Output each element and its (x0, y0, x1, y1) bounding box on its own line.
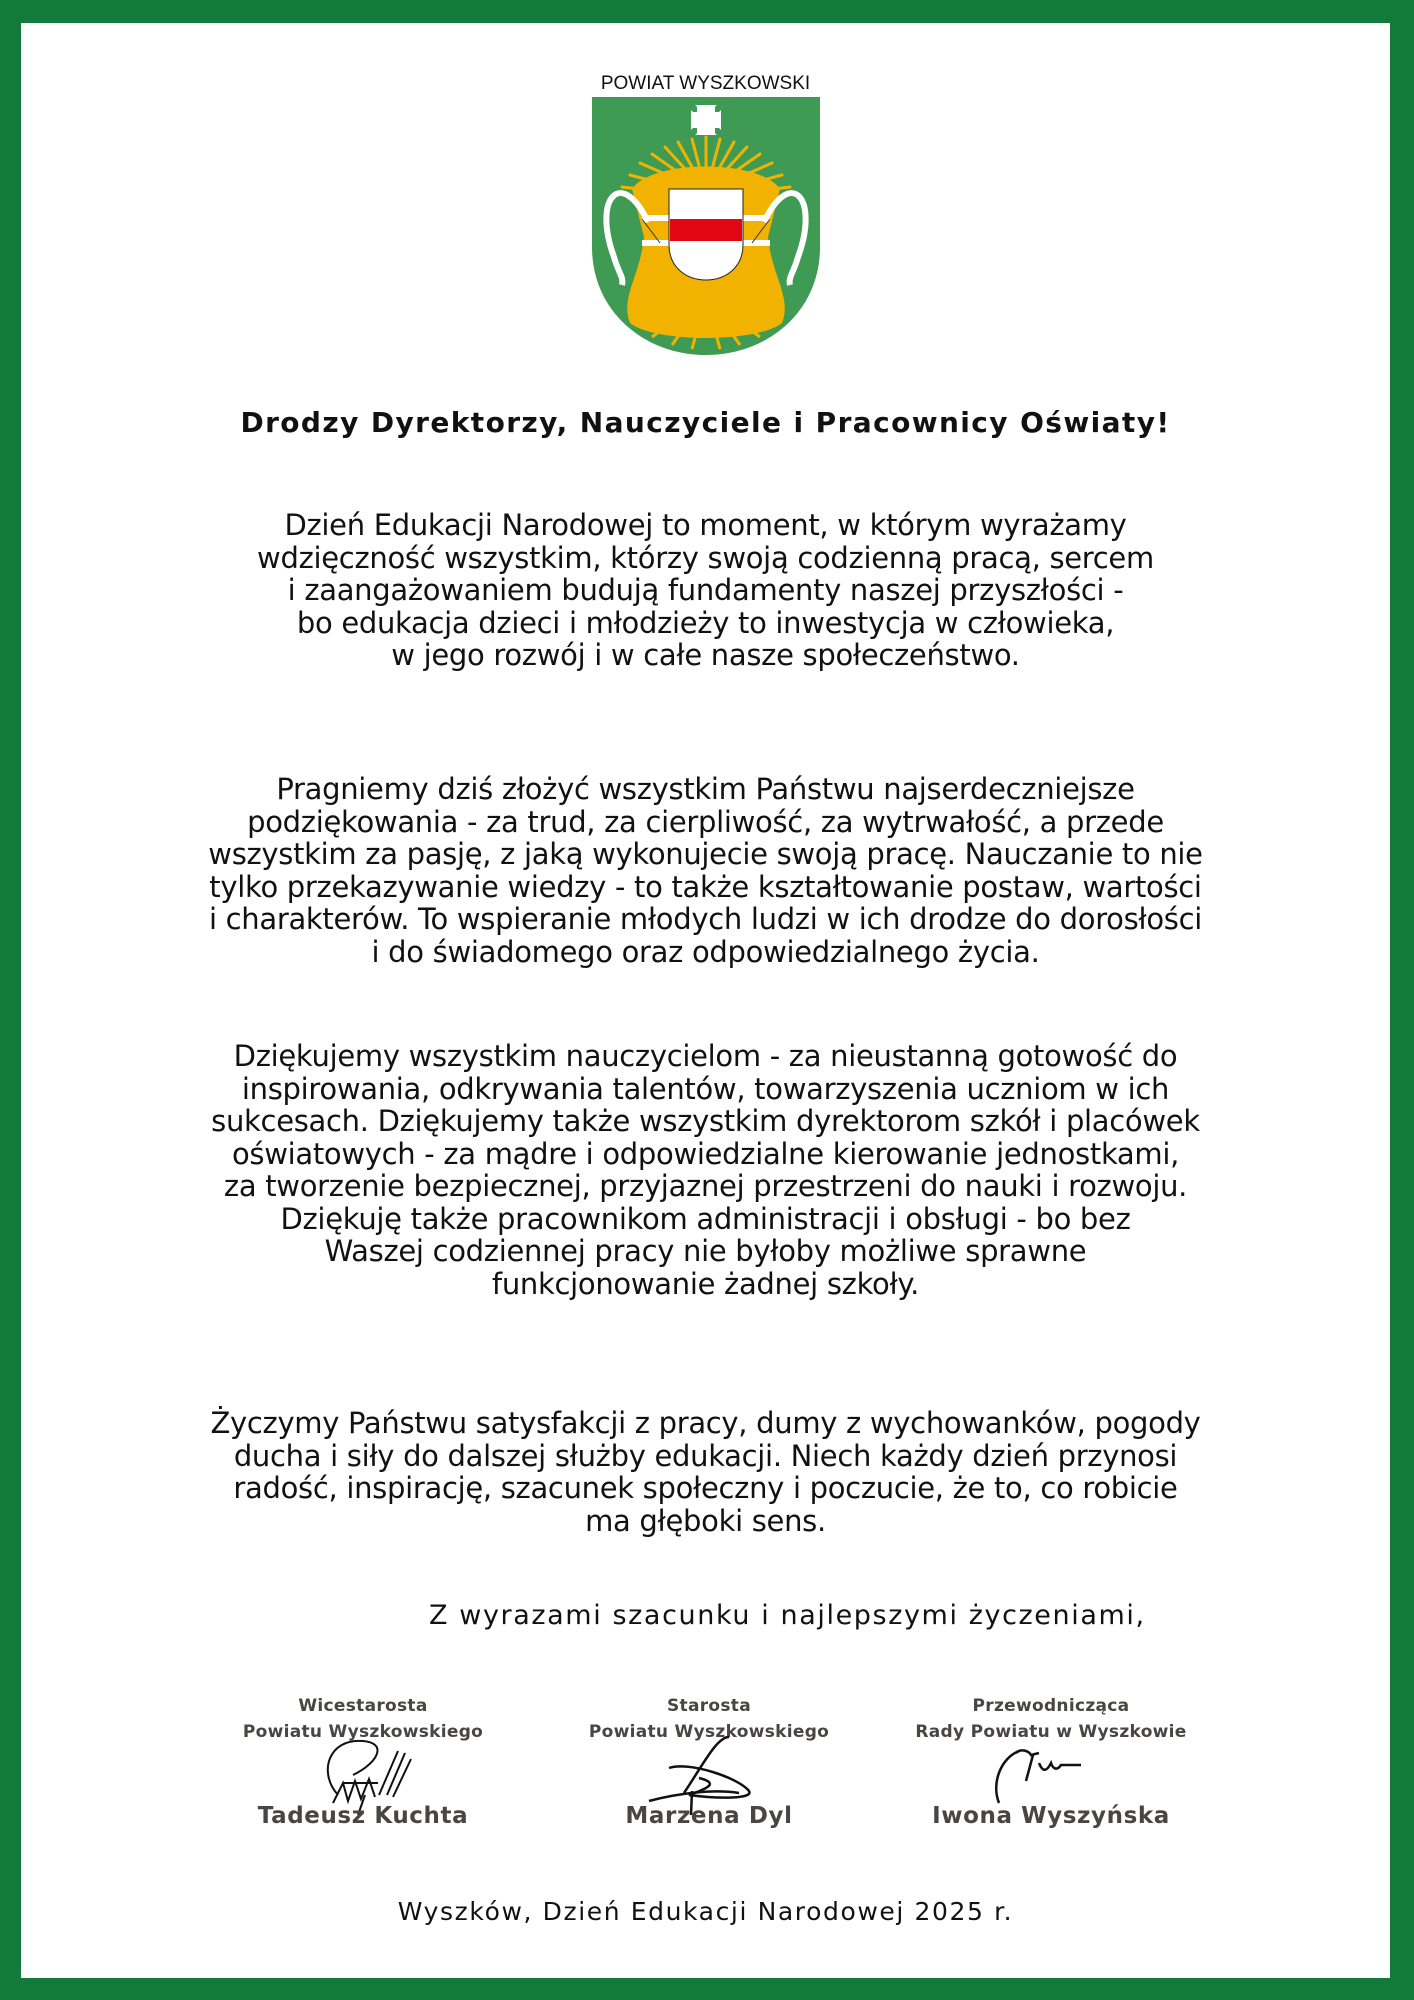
paragraph-1 (81, 509, 1330, 672)
paragraph-line: w jego rozwój i w całe nasze społeczeństwo. (391, 638, 1020, 672)
paragraph-line: wszystkim za pasję, z jaką wykonujecie swoją pracę. Nauczanie to nie (208, 837, 1203, 871)
coat-of-arms-icon (592, 97, 820, 355)
paragraph-line: podziękowania - za trud, za cierpliwość, za wytrwałość, a przede (247, 804, 1164, 839)
signatures-block (21, 1693, 1390, 1843)
paragraph-line: tylko przekazywanie wiedzy - to także kształtowanie postaw, wartości (209, 869, 1202, 904)
signer-role-detail: Powiatu Wyszkowskiego (242, 1722, 484, 1742)
paragraph-line: inspirowania, odkrywania talentów, towarzyszenia uczniom w ich (241, 1071, 1170, 1106)
signer-role: Wicestarosta (298, 1696, 428, 1716)
signer-vice-starost (193, 1693, 533, 1829)
letter-heading: Drodzy Dyrektorzy, Nauczyciele i Pracownicy Oświaty! (240, 406, 1171, 439)
paragraph-line: Życzymy Państwu satysfakcji z pracy, dumy z wychowanków, pogody (210, 1406, 1201, 1440)
signer-name: Tadeusz Kuchta (257, 1803, 469, 1829)
signer-role-detail: Powiatu Wyszkowskiego (588, 1722, 830, 1742)
crest-block (21, 73, 1390, 355)
paragraph-2 (81, 773, 1330, 968)
paragraph-line: wdzięczność wszystkim, którzy swoją codzienną pracą, sercem (257, 540, 1154, 575)
signer-starost (539, 1693, 879, 1829)
paragraph-line: Dziękujemy wszystkim nauczycielom - za nieustanną gotowość do (233, 1039, 1178, 1073)
paragraph-3 (81, 1040, 1330, 1300)
closing-salutation: Z wyrazami szacunku i najlepszymi życzeniami, (429, 1600, 1146, 1631)
signer-name: Iwona Wyszyńska (932, 1803, 1170, 1829)
paragraph-line: Waszej codziennej pracy nie byłoby możliwe sprawne (324, 1234, 1087, 1268)
paragraph-line: funkcjonowanie żadnej szkoły. (491, 1266, 920, 1301)
signer-role: Przewodnicząca (972, 1696, 1130, 1716)
place-and-date: Wyszków, Dzień Edukacji Narodowej 2025 r. (397, 1897, 1014, 1926)
paragraph-line: Pragniemy dziś złożyć wszystkim Państwu najserdeczniejsze (276, 772, 1135, 806)
paragraph-line: radość, inspirację, szacunek społeczny i poczucie, że to, co robicie (233, 1471, 1178, 1505)
signer-name: Marzena Dyl (625, 1803, 793, 1829)
paragraph-line: i do świadomego oraz odpowiedzialnego życia. (371, 934, 1040, 969)
paragraph-line: i zaangażowaniem budują fundamenty naszej przyszłości - (287, 573, 1124, 607)
paragraph-line: za tworzenie bezpiecznej, przyjaznej przestrzeni do nauki i rozwoju. (223, 1169, 1188, 1203)
paragraph-line: Dziękuję także pracownikom administracji i obsługi - bo bez (280, 1201, 1131, 1236)
crest-label: POWIAT WYSZKOWSKI (600, 73, 811, 94)
signer-role: Starosta (666, 1696, 752, 1716)
paragraph-line: Dzień Edukacji Narodowej to moment, w którym wyrażamy (284, 508, 1127, 542)
signer-role-detail: Rady Powiatu w Wyszkowie (915, 1722, 1187, 1742)
paragraph-line: sukcesach. Dziękujemy także wszystkim dyrektorom szkół i placówek (211, 1104, 1200, 1138)
signer-council-chair (881, 1693, 1221, 1829)
paragraph-4 (81, 1407, 1330, 1537)
paragraph-line: bo edukacja dzieci i młodzieży to inwestycja w człowieka, (296, 605, 1115, 640)
paragraph-line: ma głęboki sens. (585, 1503, 826, 1538)
paragraph-line: oświatowych - za mądre i odpowiedzialne kierowanie jednostkami, (231, 1136, 1180, 1171)
paragraph-line: i charakterów. To wspieranie młodych ludzi w ich drodze do dorosłości (208, 902, 1203, 936)
letter-page (21, 23, 1390, 1978)
paragraph-line: ducha i siły do dalszej służby edukacji. Niech każdy dzień przynosi (233, 1438, 1178, 1473)
